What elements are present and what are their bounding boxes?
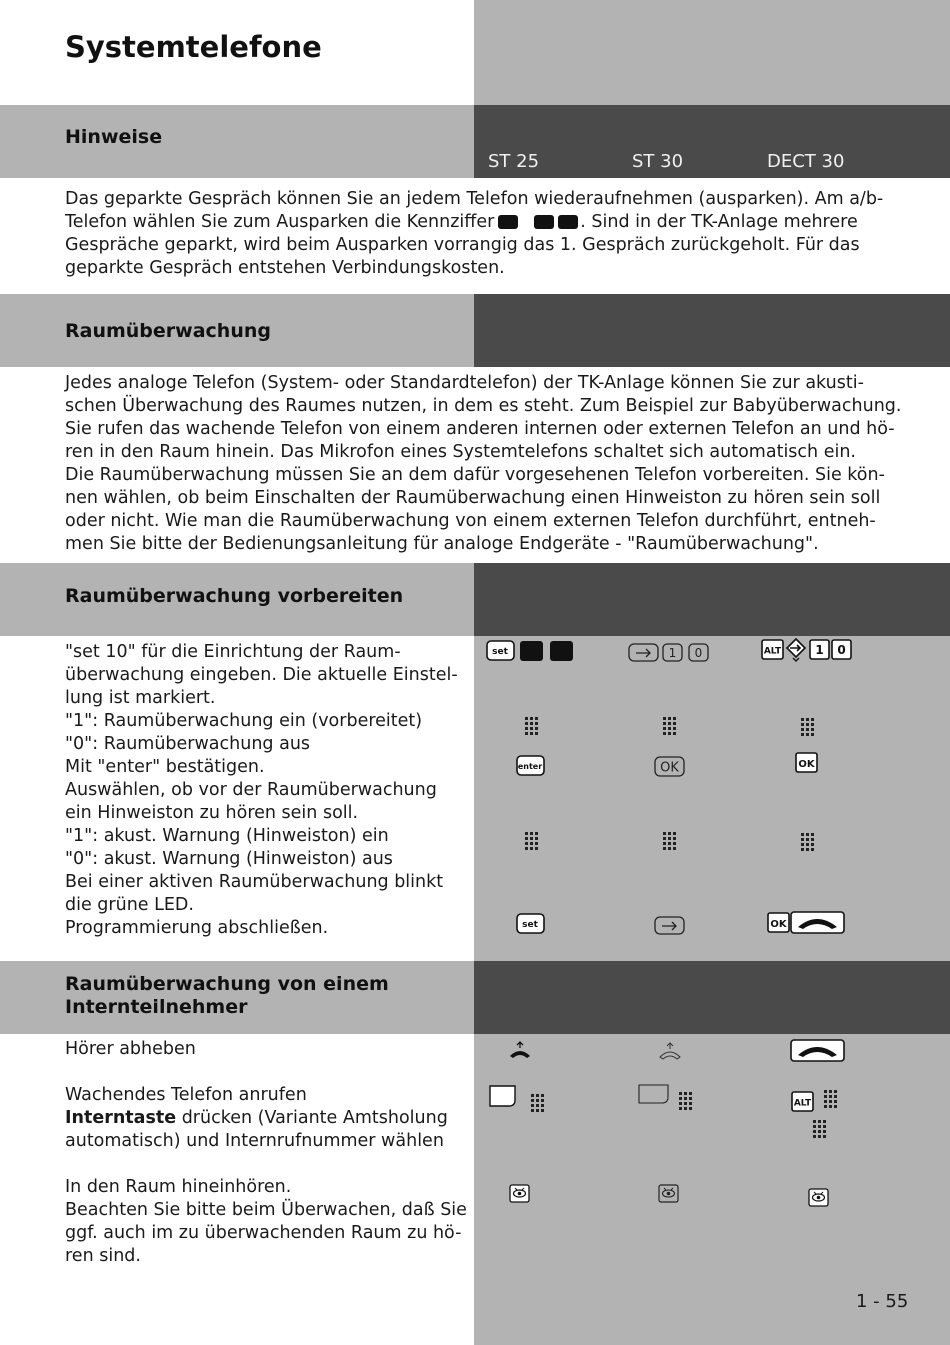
svg-text:1: 1 [815,643,824,657]
svg-text:OK: OK [660,760,679,776]
section-heading: Raumüberwachung von einem Internteilnehmer [65,973,389,1018]
navigation-key-icon [785,638,807,662]
keypad-icon [799,717,817,739]
alt-key-icon [761,639,785,661]
section-heading: Raumüberwachung [65,320,271,342]
svg-text:set: set [522,920,538,930]
digit-1-key-icon [662,643,684,663]
keypad-icon [799,832,817,854]
svg-text:ALT: ALT [763,646,782,657]
intern-key-icon [637,1083,671,1105]
keypad-icon [529,1093,547,1115]
listen-in-icon [808,1188,830,1208]
intern-line-anrufen: Wachendes Telefon anrufen [65,1085,307,1105]
keypad-icon [523,716,541,738]
arrow-key-icon [628,643,660,663]
raum-header-band [0,294,950,367]
svg-text:0: 0 [837,643,846,657]
svg-text:enter: enter [517,762,543,771]
ausparken-code-keys [494,214,580,230]
section-heading: Raumüberwachung vorbereiten [65,585,404,607]
hinweise-text: Das geparkte Gespräch können Sie an jedem Telefon wiederaufnehmen (ausparken). Am a/b- Telefon wählen Sie zum Ausparken die Kennziffer . Sind in der TK-Anlage mehrere Gespräche geparkt, wird beim Ausparken vorrangig das 1. Gespräch zurückgeholt. Für das geparkte Gespräch entstehen Verbindungskosten. [65,189,884,278]
keypad-icon [811,1119,829,1141]
intern-header-band [0,961,950,1034]
black-key-icon [519,640,545,662]
vorbereiten-text: "set 10" für die Einrichtung der Raum- überwachung eingeben. Die aktuelle Einstel- lung ist markiert. "1": Raumüberwachung ein (vorbereitet) "0": Raumüberwachung aus Mit "enter" bestätigen. Auswählen, ob vor der Raumüberwachung ein Hinweiston zu hören sein soll. "1": akust. Warnung (Hinweiston) ein "0": akust. Warnung (Hinweiston) aus Bei einer aktiven Raumüberwachung blinkt die grüne LED. Programmierung abschließen. [65,642,458,938]
page-title: Systemtelefone [65,30,322,64]
ok-key-icon [795,752,819,774]
raum-text: Jedes analoge Telefon (System- oder Standardtelefon) der TK-Anlage können Sie zur akusti- schen Überwachung des Raumes nutzen, in dem es steht. Zum Beispiel zur Babyüberwachung. Sie rufen das wachende Telefon von einem anderen internen oder externen Telefon an und hö- ren in den Raum hinein. Das Mikrofon eines Systemtelefons schaltet sich automatisch ein. Die Raumüberwachung müssen Sie an dem dafür vorgesehenen Telefon vorbereiten. Sie kön- nen wählen, ob beim Einschalten der Raumüberwachung einen Hinweiston zu hören sein soll oder nicht. Wie man die Raumüberwachung von einem externen Telefon durchführt, entneh- men Sie bitte der Bedienungsanleitung für analoge Endgeräte - "Raumüberwachung". [65,373,902,554]
enter-key-icon [516,755,546,777]
column-label-st25: ST 25 [488,151,540,172]
page-number: 1 - 55 [856,1291,909,1312]
interntaste-bold: Interntaste [65,1108,177,1128]
svg-text:1: 1 [668,646,677,660]
column-label-st30: ST 30 [632,151,684,172]
column-label-dect30: DECT 30 [767,151,845,172]
handset-off-hook-icon [507,1040,533,1060]
ok-key-icon [767,912,791,934]
intern-key-icon [488,1084,518,1108]
digit-1-key-icon [809,639,831,661]
hang-up-key-icon [790,911,846,935]
alt-key-icon [791,1091,815,1113]
handset-off-hook-icon [657,1041,683,1061]
digit-0-key-icon [831,639,853,661]
keypad-icon [661,716,679,738]
svg-text:0: 0 [694,646,703,660]
svg-text:OK: OK [798,759,815,770]
digit-0-key-icon [688,643,710,663]
svg-text:set: set [492,647,508,657]
black-key-icon [549,640,575,662]
listen-in-icon [658,1184,680,1204]
svg-text:OK: OK [770,919,787,930]
vorbereiten-header-band [0,563,950,636]
intern-line-interntaste: Interntaste drücken (Variante Amtsholung automatisch) und Internrufnummer wählen [65,1108,448,1151]
keypad-icon [822,1089,840,1111]
intern-line-hineinhoeren: In den Raum hineinhören. Beachten Sie bitte beim Überwachen, daß Sie ggf. auch im zu überwachenden Raum zu hö- ren sind. [65,1177,467,1266]
keypad-icon [661,831,679,853]
intern-line-hoerer: Hörer abheben [65,1039,196,1059]
listen-in-icon [509,1184,531,1204]
arrow-key-icon [654,916,686,936]
set-key-icon [486,640,516,662]
ok-key-icon [654,756,686,778]
section-heading: Hinweise [65,126,163,148]
hang-up-key-icon [790,1039,846,1063]
svg-text:ALT: ALT [793,1098,812,1109]
set-key-icon [516,913,546,935]
keypad-icon [677,1091,695,1113]
keypad-icon [523,831,541,853]
